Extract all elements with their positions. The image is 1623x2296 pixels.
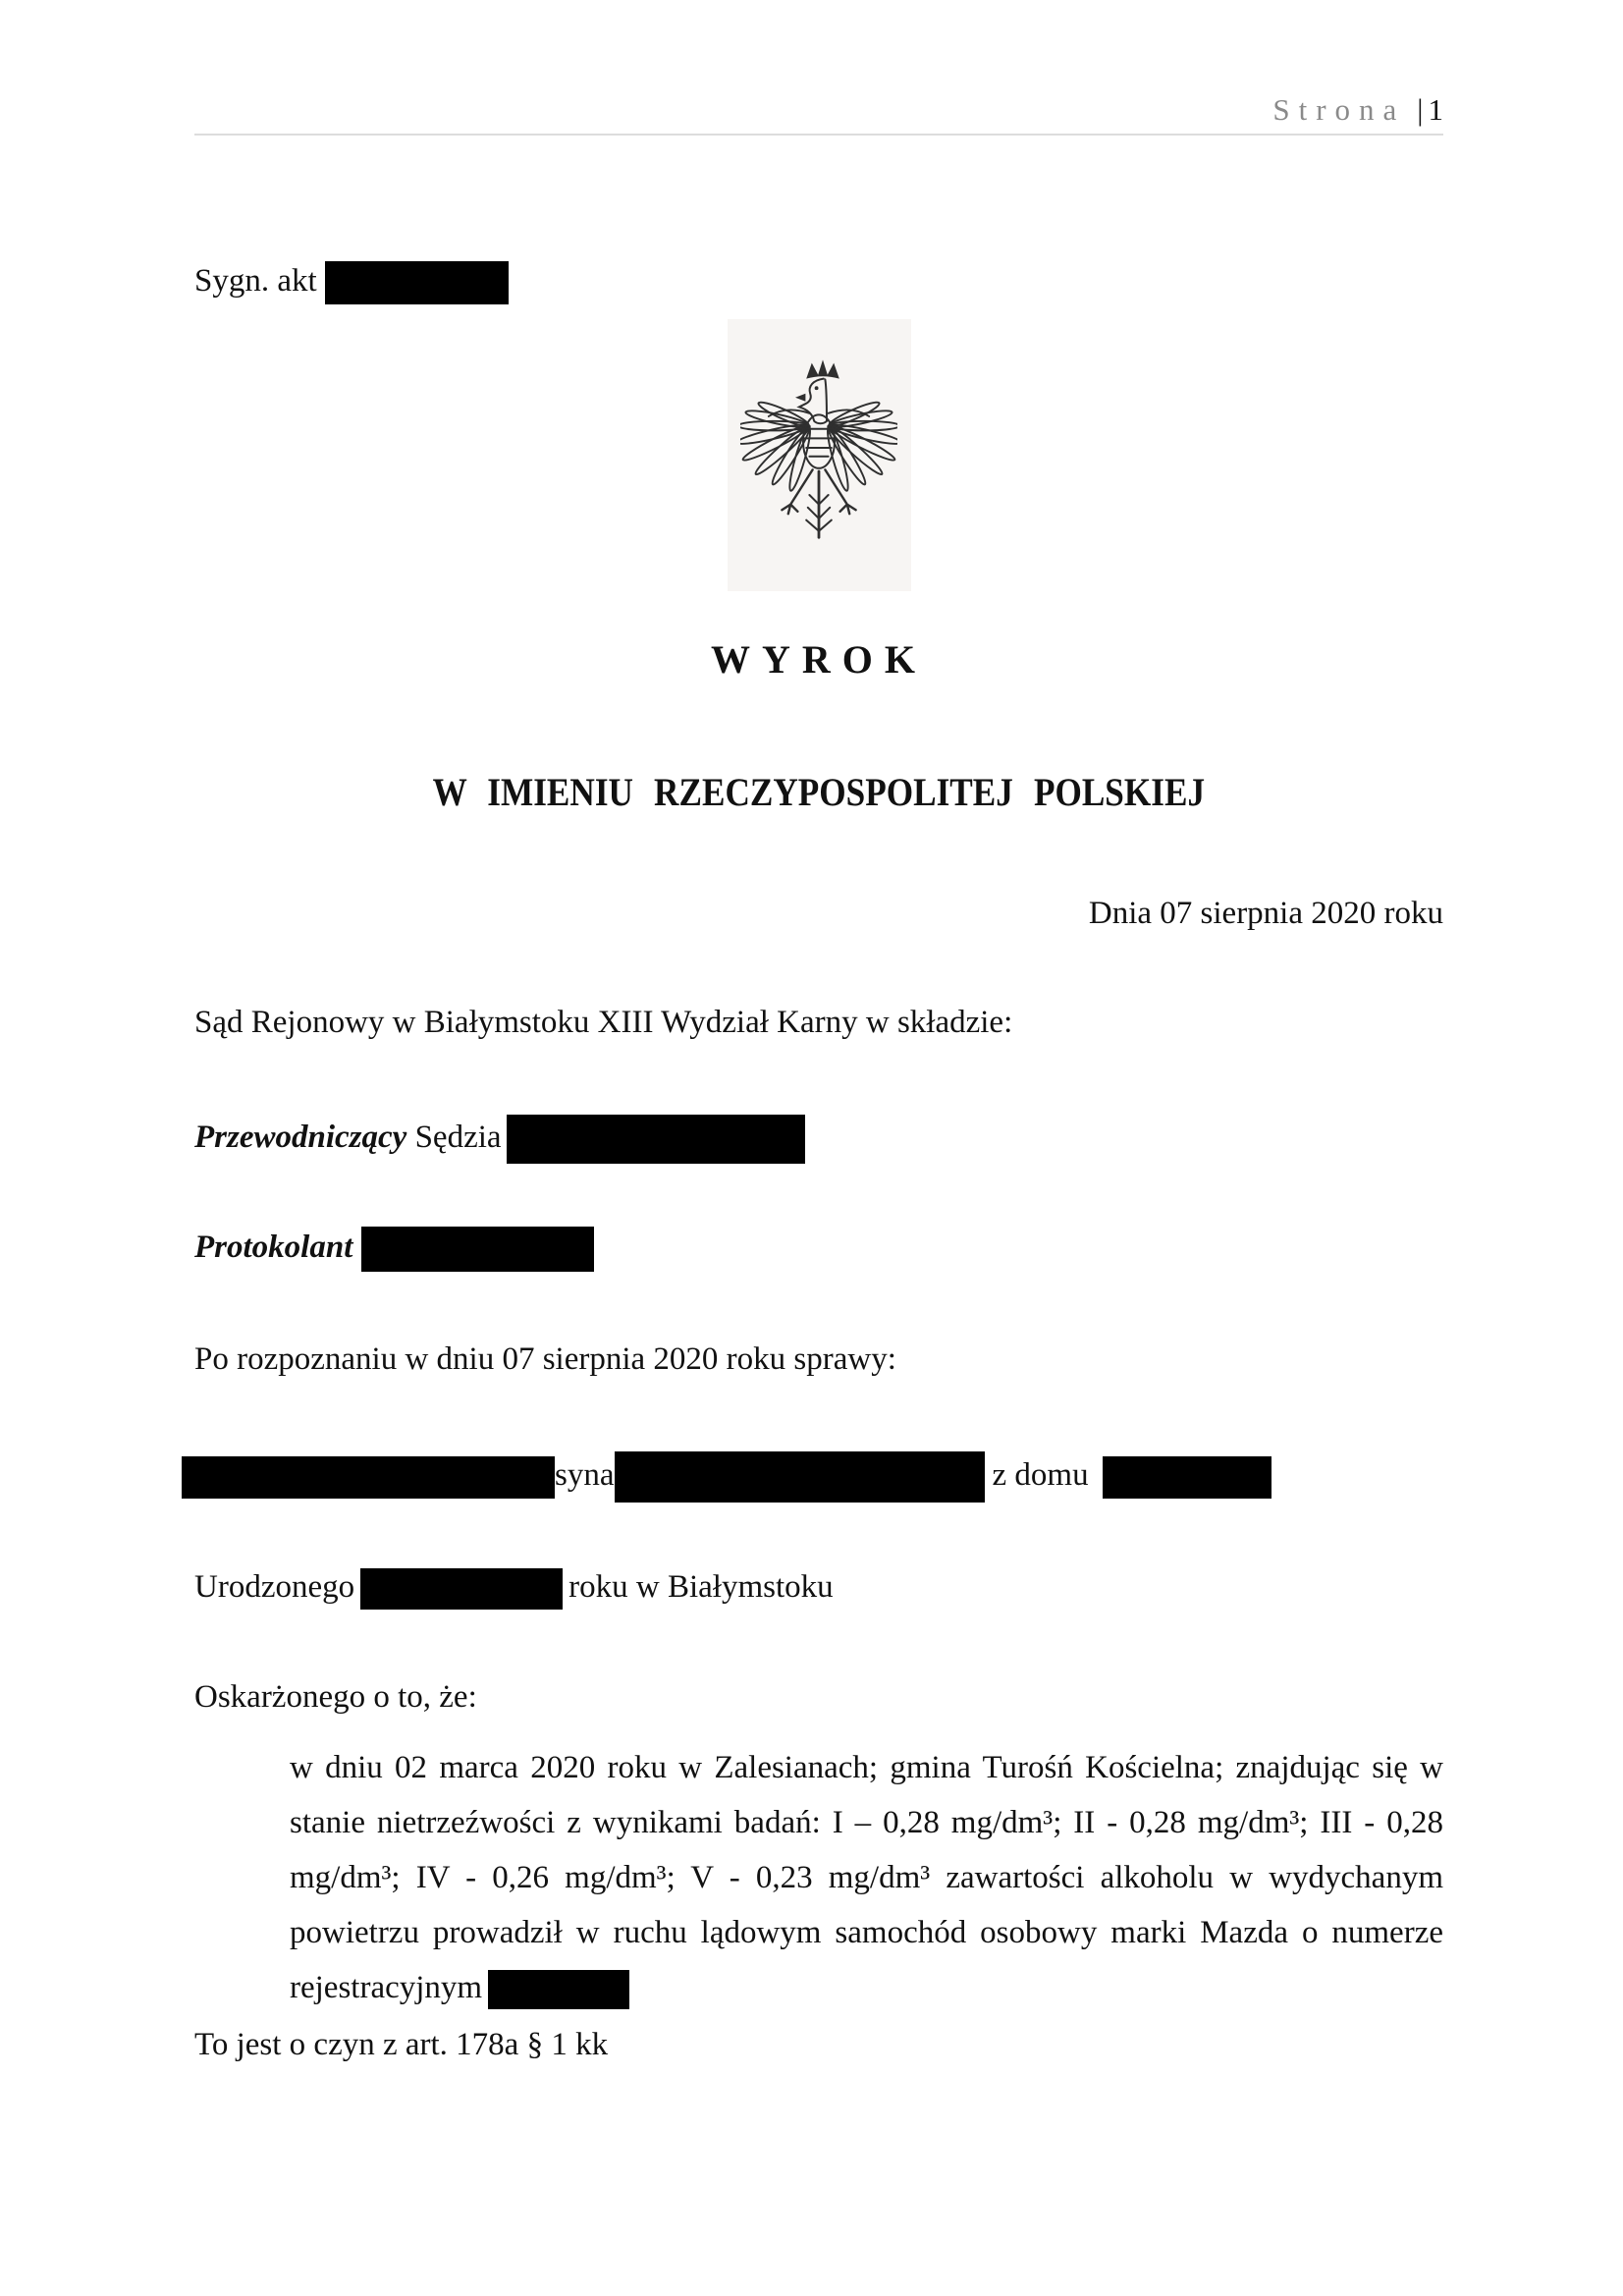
court-line: Sąd Rejonowy w Białymstoku XIII Wydział Karny w składzie: [194,1005,1013,1040]
page-header-separator: | [1417,92,1424,127]
page-header-label: Strona [1272,92,1406,127]
redacted-parents-names [615,1451,985,1503]
judgment-subtitle [194,771,1443,814]
accusation-line: mg/dm³; IV - 0,26 mg/dm³; V - 0,23 mg/dm³ zawartości alkoholu w wydychanym [290,1860,1443,1895]
birth-prefix: Urodzonego [194,1569,355,1605]
accusation-line: powietrzu prowadził w ruchu lądowym samochód osobowy marki Mazda o numerze [290,1915,1443,1950]
redacted-judge-name [507,1115,805,1164]
accusation-line: w dniu 02 marca 2020 roku w Zalesianach; gmina Turośń Kościelna; znajdując się w [290,1750,1443,1785]
redacted-birth-date [360,1568,563,1610]
accusation-line: stanie nietrzeźwości z wynikami badań: I – 0,28 mg/dm³; II - 0,28 mg/dm³; III - 0,28 [290,1805,1443,1840]
redacted-clerk-name [361,1227,594,1272]
redacted-maiden-name [1103,1456,1271,1499]
page-number: 1 [1428,92,1443,127]
clerk-line [194,1225,1443,1270]
son-of-label: syna [555,1457,615,1493]
polish-eagle-icon [740,343,897,569]
redacted-registration-plate [488,1970,629,2009]
clerk-role-label: Protokolant [194,1230,353,1265]
hearing-line: Po rozpoznaniu w dniu 07 sierpnia 2020 roku sprawy: [194,1341,896,1377]
judgment-subtitle-text: W IMIENIU RZECZYPOSPOLITEJ POLSKIEJ [432,770,1206,814]
birth-suffix: roku w Białymstoku [568,1569,834,1605]
emblem-scan-area [728,319,911,591]
presiding-judge-line [194,1113,1443,1162]
legal-basis-line: To jest o czyn z art. 178a § 1 kk [194,2027,609,2062]
accusation-intro: Oskarżonego o to, że: [194,1679,477,1715]
judgment-date: Dnia 07 sierpnia 2020 roku [1088,896,1443,931]
registration-label: rejestracyjnym [290,1970,483,2005]
page-header [194,90,1443,136]
birth-line [194,1563,1443,1611]
redacted-defendant-name [182,1456,555,1499]
case-reference-label: Sygn. akt [194,263,317,299]
presiding-title: Sędzia [414,1120,502,1155]
defendant-identity-line [182,1449,1443,1501]
accusation-line-registration [290,1960,1443,2015]
case-reference-line [194,259,1443,304]
presiding-role-label: Przewodniczący [194,1120,407,1155]
judgment-title: WYROK [711,637,927,682]
maiden-name-label: z domu [992,1457,1089,1493]
accusation-paragraph [290,1740,1443,2015]
redacted-case-number [325,261,509,304]
